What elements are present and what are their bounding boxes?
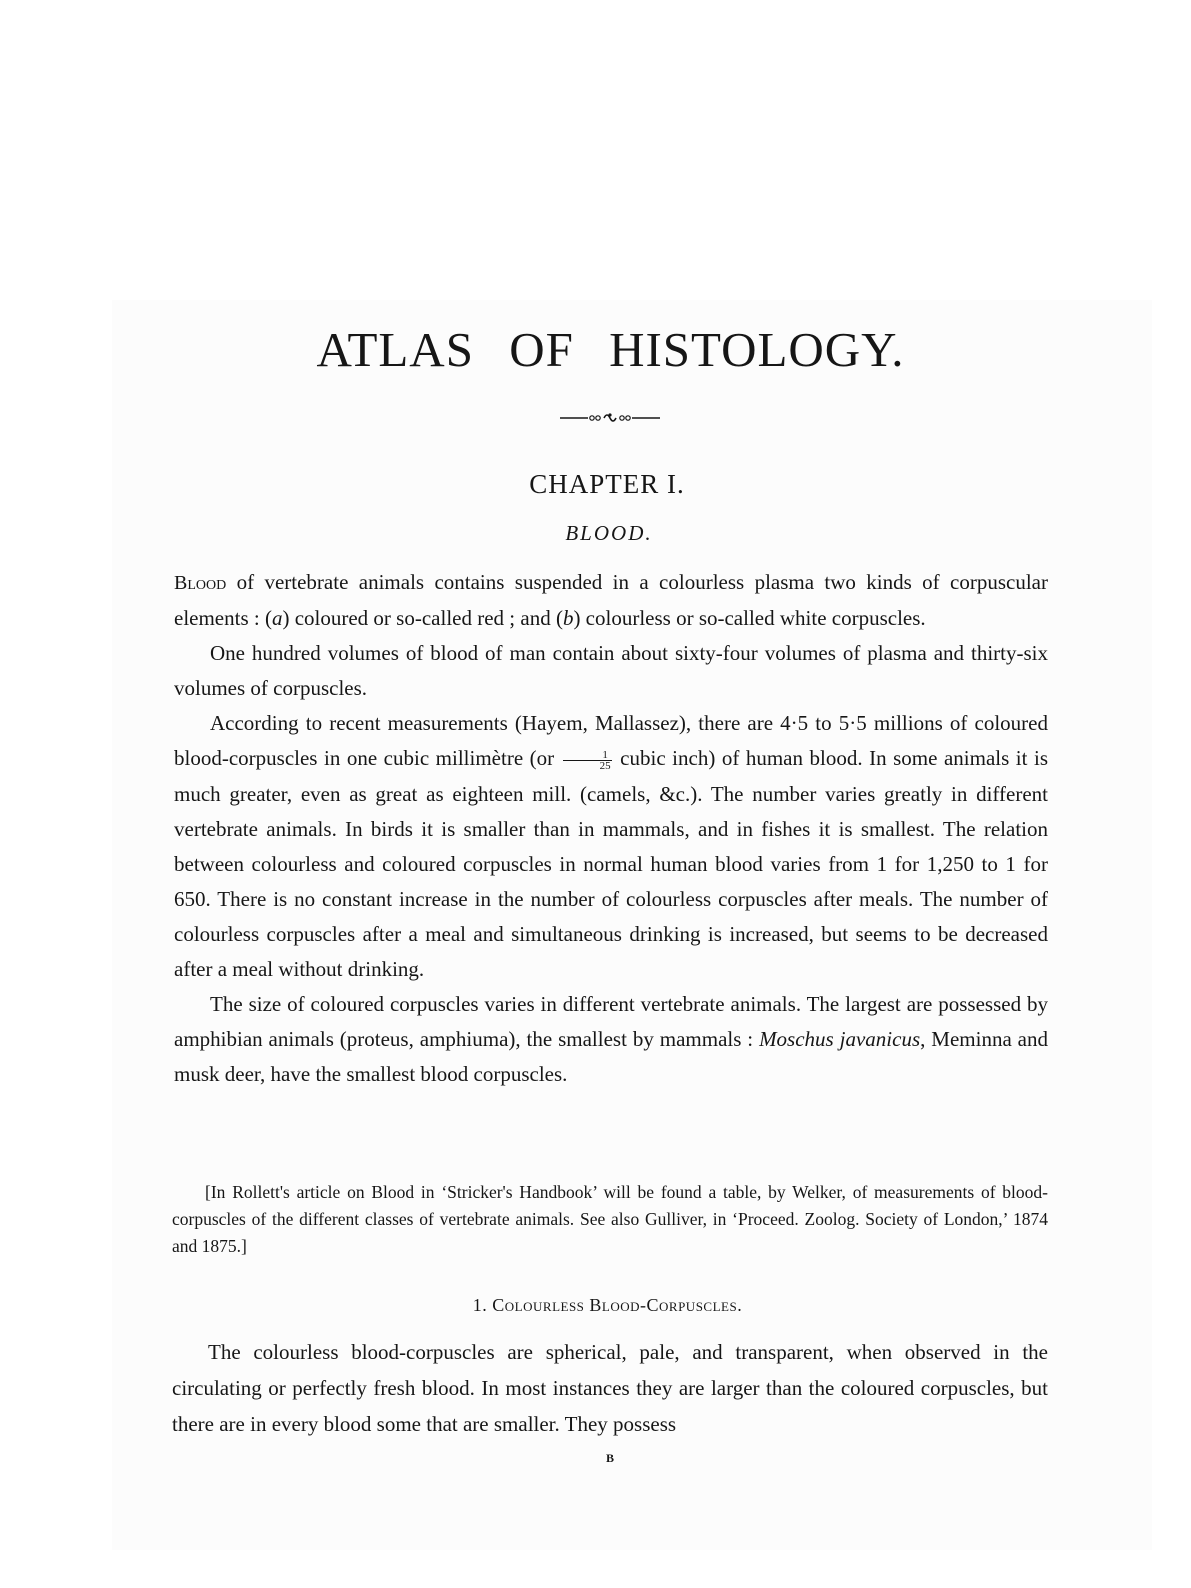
paragraph-4-text-b: , Meminna and musk deer, have the smallest blood corpuscles. [174, 1027, 1048, 1087]
fraction-denominator: 25 [599, 760, 611, 773]
editor-note: [In Rollett's article on Blood in ‘Stricker's Handbook’ will be found a table, by Welker, of measurements of blood-corpuscles of the different classes of vertebrate animals. See also Gulliver, in ‘Proceed. Zoolog. Society of London,’ 1874 and 1875.] [172, 1182, 1048, 1256]
signature-mark: B [605, 1451, 615, 1465]
book-title: ATLAS OF HISTOLOGY. [316, 322, 905, 377]
paragraph-1-text-c: ) colourless or so-called white corpuscles. [573, 606, 926, 631]
paragraph-4 [174, 987, 1048, 1092]
fraction-numerator: 1 [563, 750, 612, 761]
paragraph-1-letter-a: a [271, 606, 283, 631]
species-name: Moschus javanicus [759, 1027, 921, 1052]
paragraph-3 [174, 706, 1048, 987]
paragraph-3-text-a: According to recent measurements (Hayem, Mallassez), there are 4·5 to 5·5 millions of coloured blood-corpuscles in one cubic millimètre (or [174, 711, 1048, 771]
paragraph-4-text-a: The size of coloured corpuscles varies in different vertebrate animals. The largest are possessed by amphibian animals (proteus, amphiuma), the smallest by mammals : [174, 992, 1048, 1052]
paragraph-1 [174, 565, 1048, 636]
paragraph-1-letter-b: b [562, 606, 574, 631]
chapter-body [174, 565, 1048, 1092]
drop-word: Blood [174, 572, 227, 594]
section-heading: 1. Colourless Blood-Corpuscles. [472, 1295, 743, 1315]
section-paragraph: The colourless blood-corpuscles are spherical, pale, and transparent, when observed in the circulating or perfectly fresh blood. In most instances they are larger than the coloured corpuscles, but there are in every blood some that are smaller. They possess [172, 1340, 1048, 1436]
paragraph-1-text-a: of vertebrate animals contains suspended in a colourless plasma two kinds of corpuscular elements : ( [174, 570, 1048, 631]
paragraph-3-text-b: cubic inch) of human blood. In some animals it is much greater, even as great as eighteen mill. (camels, &c.). The number varies greatly in different vertebrate animals. In birds it is smaller than in mammals, and in fishes it is smallest. The relation between colourless and coloured corpuscles in normal human blood varies from 1 for 1,250 to 1 for 650. There is no constant increase in the number of colourless corpuscles after meals. The number of colourless corpuscles after a meal and simultaneous drinking is increased, but seems to be decreased after a meal without drinking. [174, 746, 1048, 982]
paragraph-2: One hundred volumes of blood of man contain about sixty-four volumes of plasma and thirty-six volumes of corpuscles. [174, 641, 1048, 701]
chapter-subtitle: BLOOD. [565, 521, 653, 545]
paragraph-1-text-b: ) coloured or so-called red ; and ( [282, 606, 563, 631]
decorative-rule-icon [560, 409, 660, 425]
fraction [563, 750, 612, 771]
chapter-heading: CHAPTER I. [529, 469, 685, 499]
